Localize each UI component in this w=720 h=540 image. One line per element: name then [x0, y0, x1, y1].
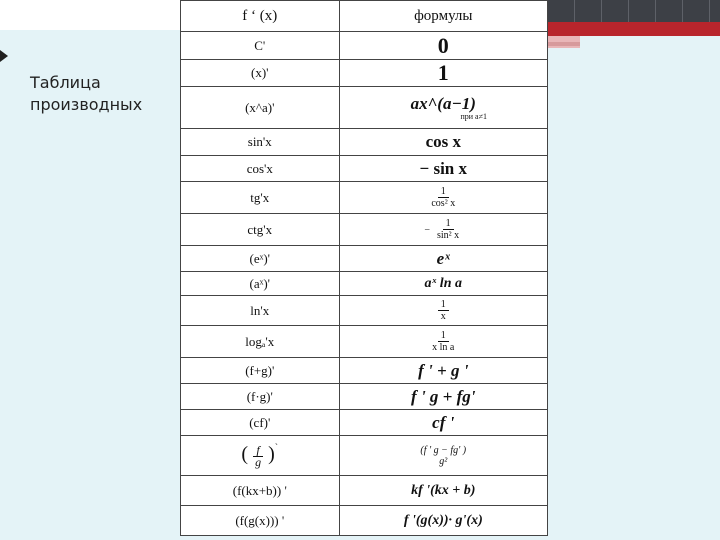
- row-label: logₐ'x: [181, 326, 340, 358]
- table-row: [181, 384, 548, 410]
- table-row: [181, 182, 548, 214]
- table-header-row: [181, 1, 548, 32]
- fraction: [434, 218, 462, 241]
- fraction-denominator: g: [255, 454, 262, 469]
- fraction-denominator: x: [440, 311, 446, 322]
- row-label: tg'x: [181, 182, 340, 214]
- row-label: (x^a)': [181, 87, 340, 129]
- row-formula: eˣ: [339, 246, 547, 272]
- table-row: [181, 246, 548, 272]
- fraction-numerator: 1: [438, 330, 449, 342]
- slide-title: Таблица производных: [30, 73, 143, 114]
- header-formulas: формулы: [339, 1, 547, 32]
- row-label: (f·g)': [181, 384, 340, 410]
- fraction-denominator: g²: [439, 455, 448, 467]
- row-label: (f(kx+b)) ': [181, 476, 340, 506]
- row-formula: [339, 182, 547, 214]
- table-row: [181, 476, 548, 506]
- table-row: [181, 506, 548, 536]
- top-band: [0, 0, 180, 30]
- row-formula: aˣ ln a: [339, 272, 547, 296]
- fraction: [428, 186, 458, 209]
- row-formula: [339, 326, 547, 358]
- table-row: [181, 87, 548, 129]
- fraction-denominator: sin² x: [437, 230, 460, 241]
- header-function: f ‘ (x): [181, 1, 340, 32]
- row-label: (f(g(x))) ': [181, 506, 340, 536]
- fraction: [438, 299, 449, 322]
- fraction-numerator: 1: [438, 186, 449, 198]
- row-formula: f '(g(x))· g'(x): [339, 506, 547, 536]
- formula-sign: −: [424, 225, 430, 237]
- row-formula: kf '(kx + b): [339, 476, 547, 506]
- row-label: cos'x: [181, 156, 340, 182]
- row-formula: 1: [339, 60, 547, 87]
- row-label: ln'x: [181, 296, 340, 326]
- fraction-numerator: 1: [438, 299, 449, 311]
- table-row: [181, 129, 548, 156]
- row-formula: cos x: [339, 129, 547, 156]
- fraction-denominator: x ln a: [432, 342, 455, 353]
- fraction-denominator: cos² x: [431, 198, 456, 209]
- row-label: ( $\frac{f}{g}$ )`: [181, 436, 340, 476]
- fraction: [429, 330, 457, 353]
- table-row: [181, 32, 548, 60]
- row-formula: [339, 87, 547, 129]
- row-formula: [339, 436, 547, 476]
- table-row: [181, 272, 548, 296]
- row-formula: 0: [339, 32, 547, 60]
- fraction: [417, 445, 469, 467]
- derivatives-table: [180, 0, 548, 536]
- table-row: [181, 156, 548, 182]
- fraction-numerator: (f ' g − fg' ): [420, 444, 467, 456]
- table-row: [181, 436, 548, 476]
- table-row: [181, 358, 548, 384]
- formula-note: при a≠1: [460, 112, 487, 121]
- slide-marker-icon: [0, 50, 8, 62]
- row-formula: [339, 214, 547, 246]
- row-label: (eˣ)': [181, 246, 340, 272]
- table-row: [181, 214, 548, 246]
- row-formula: [339, 296, 547, 326]
- row-label: (x)': [181, 60, 340, 87]
- row-formula: f ' g + fg': [339, 384, 547, 410]
- row-label: C': [181, 32, 340, 60]
- row-label: (aˣ)': [181, 272, 340, 296]
- row-formula: cf ': [339, 410, 547, 436]
- row-formula: − sin x: [339, 156, 547, 182]
- row-label: sin'x: [181, 129, 340, 156]
- table-row: [181, 326, 548, 358]
- table-row: [181, 296, 548, 326]
- row-label: ctg'x: [181, 214, 340, 246]
- fraction: [252, 442, 264, 469]
- fraction-numerator: 1: [443, 218, 454, 230]
- fraction-numerator: f: [253, 445, 262, 457]
- decor-stripe-dark-right: [548, 0, 720, 22]
- table-row: [181, 60, 548, 87]
- row-label: (f+g)': [181, 358, 340, 384]
- row-label: (cf)': [181, 410, 340, 436]
- row-formula: f ' + g ': [339, 358, 547, 384]
- table-row: [181, 410, 548, 436]
- formula-text: ax^(a−1): [410, 94, 476, 113]
